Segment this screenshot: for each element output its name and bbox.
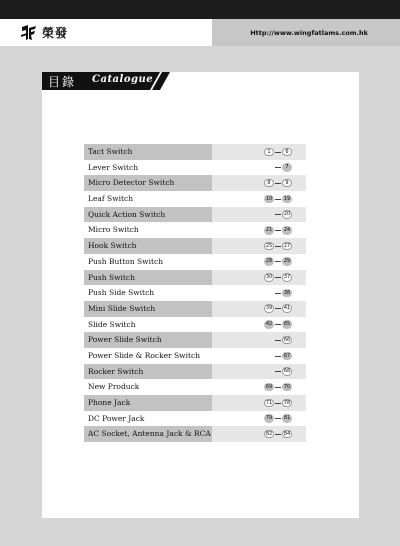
toc-label: Mini Slide Switch xyxy=(84,301,212,317)
toc-label: Slide Switch xyxy=(88,319,136,329)
toc-page-range xyxy=(212,191,306,207)
toc-row[interactable] xyxy=(84,270,306,286)
toc-label: Rocker Switch xyxy=(84,364,212,380)
toc-label: Power Slide & Rocker Switch xyxy=(88,350,201,360)
toc-page-range xyxy=(212,175,306,191)
page-end: 41 xyxy=(283,305,291,312)
title-cjk: 目錄 xyxy=(48,75,77,89)
page-end: 70 xyxy=(283,383,291,390)
toc-label: New Produck xyxy=(88,382,140,392)
toc-label: Push Button Switch xyxy=(88,256,164,266)
range-dash xyxy=(275,371,281,372)
toc-page-range xyxy=(212,270,306,286)
page-start: 21 xyxy=(265,227,273,234)
toc-row[interactable] xyxy=(84,285,306,301)
page-start: 69 xyxy=(265,383,273,390)
range-dash xyxy=(275,230,281,231)
toc-row[interactable] xyxy=(84,254,306,270)
page-start: 8 xyxy=(264,179,274,188)
page-end: 24 xyxy=(283,227,291,234)
title-banner xyxy=(42,72,170,90)
page-start: 42 xyxy=(265,321,273,328)
page-end: 81 xyxy=(283,415,291,422)
range-dash xyxy=(275,293,281,294)
toc-page-range xyxy=(212,160,306,176)
range-dash xyxy=(275,214,281,215)
range-dash xyxy=(275,246,281,247)
toc-label: Hook Switch xyxy=(84,238,212,254)
toc-page-range xyxy=(212,317,306,333)
catalogue-page xyxy=(42,72,359,518)
page-end: 66 xyxy=(283,336,291,343)
toc-page-range xyxy=(212,395,306,411)
toc-row[interactable] xyxy=(84,411,306,427)
toc-label: AC Socket, Antenna Jack & RCA xyxy=(84,426,212,442)
range-dash xyxy=(275,340,281,341)
table-of-contents xyxy=(84,144,306,442)
toc-label: Phone Jack xyxy=(84,395,212,411)
page-end: 19 xyxy=(283,195,291,202)
range-dash xyxy=(275,199,281,200)
page-end: 37 xyxy=(283,274,291,281)
toc-row[interactable] xyxy=(84,160,306,176)
page-start: 10 xyxy=(265,195,273,202)
page-start: 25 xyxy=(265,242,273,249)
toc-row[interactable] xyxy=(84,317,306,333)
toc-page-range xyxy=(212,379,306,395)
page-end: 6 xyxy=(282,148,292,157)
range-dash xyxy=(275,152,281,153)
page-end: 67 xyxy=(283,352,291,359)
range-dash xyxy=(275,324,281,325)
toc-row[interactable] xyxy=(84,332,306,348)
range-dash xyxy=(275,308,281,309)
toc-row[interactable] xyxy=(84,222,306,238)
range-dash xyxy=(275,434,281,435)
toc-page-range xyxy=(212,207,306,223)
toc-label: Micro Switch xyxy=(88,225,139,235)
toc-row[interactable] xyxy=(84,191,306,207)
toc-label: Tact Switch xyxy=(84,144,212,160)
page-start: 82 xyxy=(265,430,273,437)
toc-page-range xyxy=(212,254,306,270)
range-dash xyxy=(275,418,281,419)
toc-row[interactable] xyxy=(84,175,306,191)
company-logo xyxy=(19,22,68,42)
toc-page-range xyxy=(212,144,306,160)
range-dash xyxy=(275,403,281,404)
logo-text: 榮發 xyxy=(42,25,69,40)
page-end: 27 xyxy=(283,242,291,249)
toc-label: Quick Action Switch xyxy=(84,207,212,223)
range-dash xyxy=(275,183,281,184)
toc-label: Power Slide Switch xyxy=(84,332,212,348)
header-right xyxy=(212,19,400,46)
toc-row[interactable] xyxy=(84,348,306,364)
toc-row[interactable] xyxy=(84,301,306,317)
top-bar xyxy=(0,0,400,19)
toc-page-range xyxy=(212,364,306,380)
page-end: 78 xyxy=(283,399,291,406)
page-start: 39 xyxy=(265,305,273,312)
website-url[interactable]: Http://www.wingfatlams.com.hk xyxy=(250,28,368,37)
toc-row[interactable] xyxy=(84,207,306,223)
page-end: 29 xyxy=(283,258,291,265)
title-en: Catalogue xyxy=(92,74,154,85)
toc-page-range xyxy=(212,222,306,238)
toc-label: DC Power Jack xyxy=(88,413,145,423)
page-start: 79 xyxy=(265,415,273,422)
page-start: 71 xyxy=(265,399,273,406)
toc-label: Micro Detector Switch xyxy=(84,175,212,191)
toc-page-range xyxy=(212,332,306,348)
page-end: 84 xyxy=(283,430,291,437)
range-dash xyxy=(275,387,281,388)
toc-label: Leaf Switch xyxy=(88,194,134,204)
toc-row[interactable] xyxy=(84,144,306,160)
range-dash xyxy=(275,356,281,357)
toc-page-range xyxy=(212,285,306,301)
range-dash xyxy=(275,261,281,262)
toc-page-range xyxy=(212,348,306,364)
page-end: 38 xyxy=(283,289,291,296)
page-start: 1 xyxy=(264,148,274,157)
toc-label: Lever Switch xyxy=(88,162,139,172)
page-start: 28 xyxy=(265,258,273,265)
toc-row[interactable] xyxy=(84,379,306,395)
page-end: 65 xyxy=(283,321,291,328)
toc-page-range xyxy=(212,426,306,442)
toc-page-range xyxy=(212,301,306,317)
toc-label: Push Side Switch xyxy=(88,288,155,298)
range-dash xyxy=(275,167,281,168)
toc-row[interactable] xyxy=(84,395,306,411)
page-end: 9 xyxy=(282,179,292,188)
page-end: 20 xyxy=(283,211,291,218)
toc-page-range xyxy=(212,238,306,254)
page-end: 7 xyxy=(282,163,292,172)
toc-row[interactable] xyxy=(84,238,306,254)
toc-page-range xyxy=(212,411,306,427)
toc-row[interactable] xyxy=(84,426,306,442)
page-start: 30 xyxy=(265,274,273,281)
toc-label: Push Switch xyxy=(84,270,212,286)
toc-row[interactable] xyxy=(84,364,306,380)
range-dash xyxy=(275,277,281,278)
logo-mark-icon xyxy=(19,22,39,42)
page-end: 68 xyxy=(283,368,291,375)
